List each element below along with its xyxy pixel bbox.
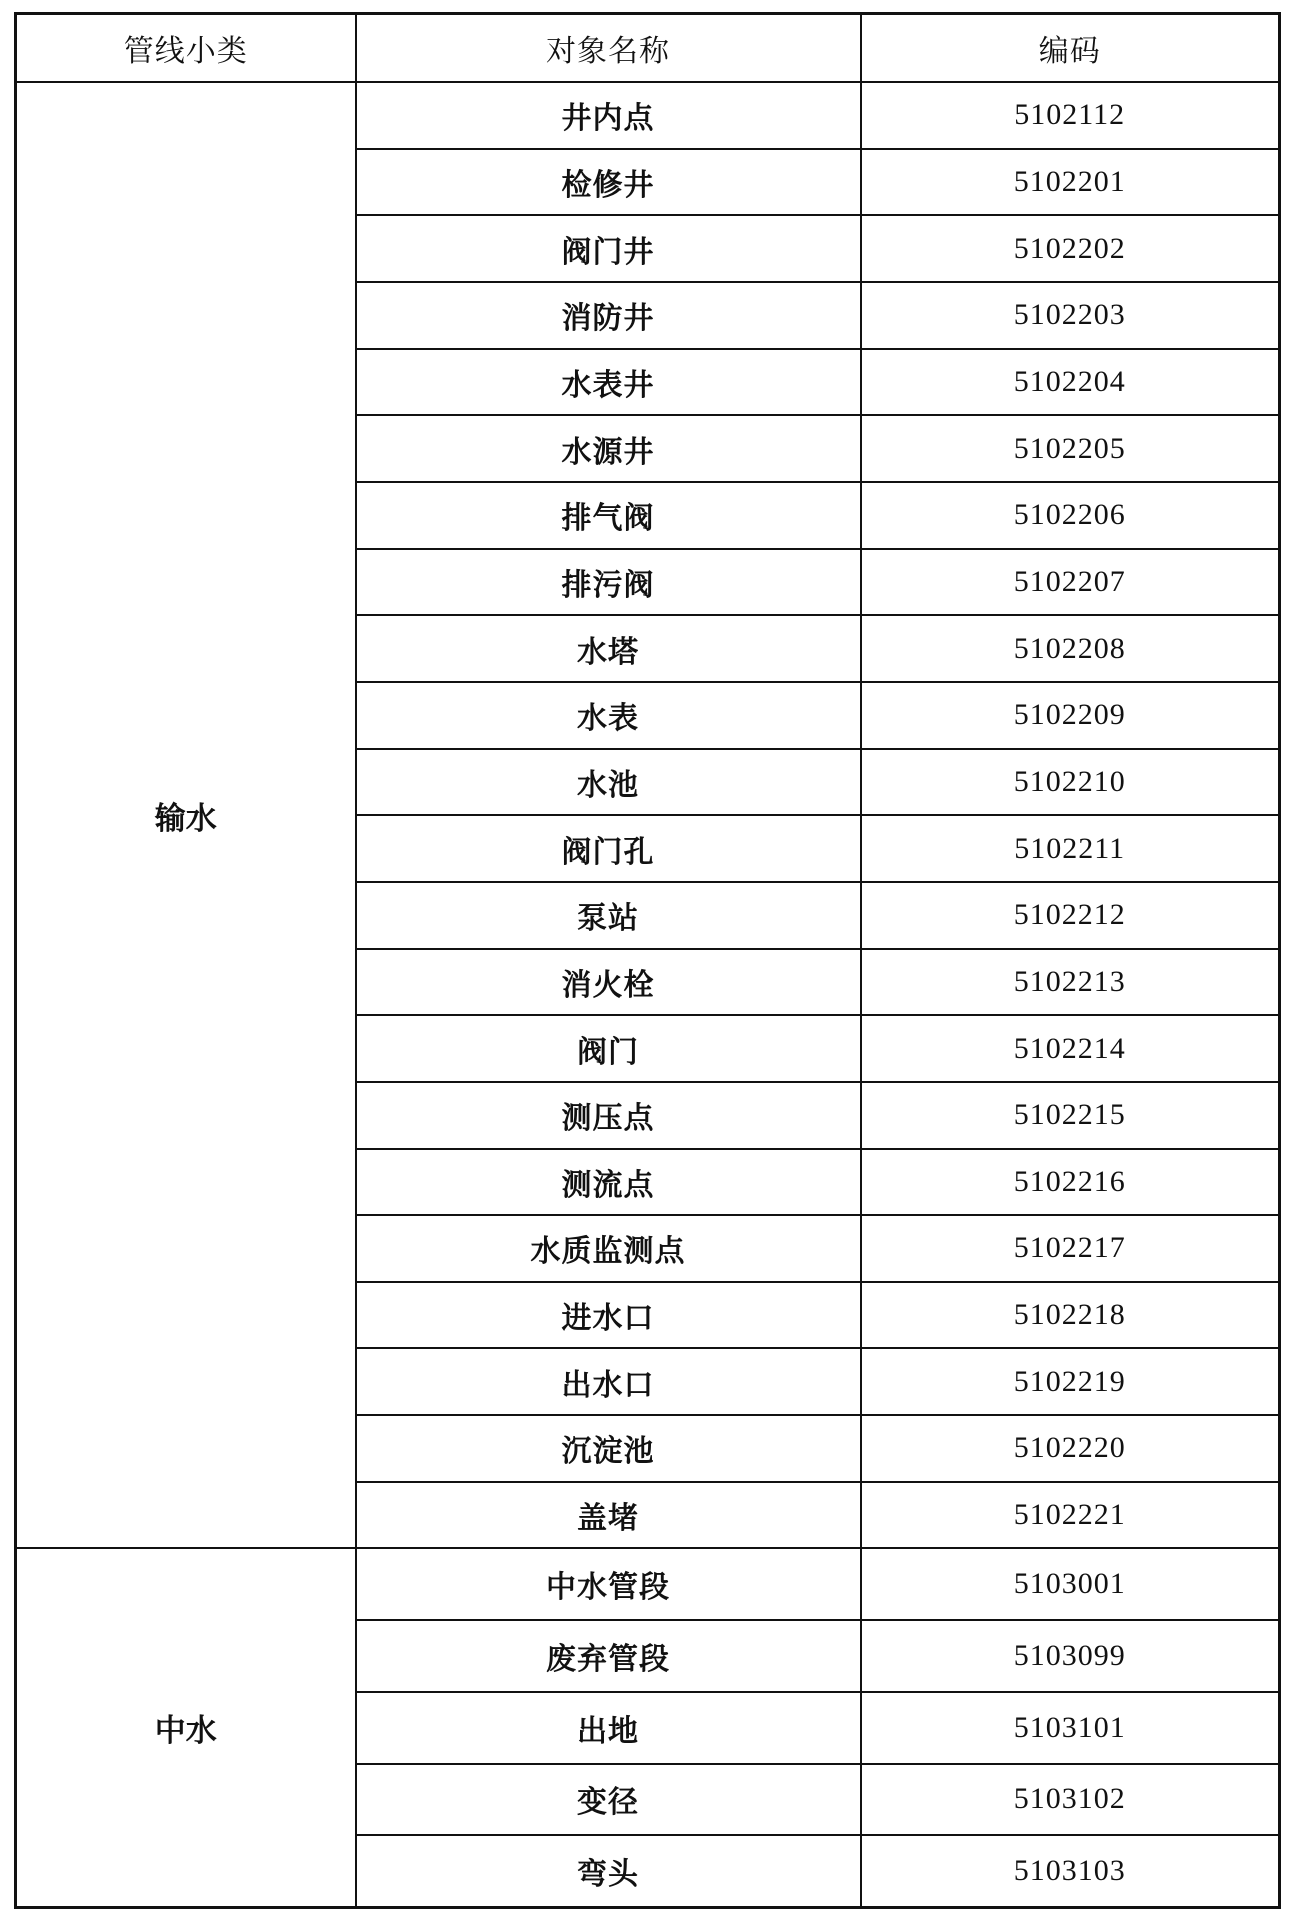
header-object-name: 对象名称 — [356, 14, 861, 83]
object-name-cell: 盖堵 — [356, 1482, 861, 1549]
object-name-cell: 变径 — [356, 1764, 861, 1836]
object-name-cell: 消防井 — [356, 282, 861, 349]
code-cell: 5102214 — [861, 1015, 1280, 1082]
object-name-cell: 泵站 — [356, 882, 861, 949]
code-cell: 5102207 — [861, 549, 1280, 616]
object-name-cell: 消火栓 — [356, 949, 861, 1016]
code-cell: 5102205 — [861, 415, 1280, 482]
object-name-cell: 排污阀 — [356, 549, 861, 616]
code-cell: 5102202 — [861, 215, 1280, 282]
object-name-cell: 检修井 — [356, 149, 861, 216]
object-name-cell: 水源井 — [356, 415, 861, 482]
object-name-cell: 水表 — [356, 682, 861, 749]
code-cell: 5102112 — [861, 82, 1280, 149]
pipeline-code-table — [14, 12, 1281, 1909]
code-cell: 5102216 — [861, 1149, 1280, 1216]
table-body — [16, 82, 1280, 1908]
category-cell: 中水 — [16, 1548, 356, 1907]
code-cell: 5102213 — [861, 949, 1280, 1016]
object-name-cell: 进水口 — [356, 1282, 861, 1349]
object-name-cell: 阀门井 — [356, 215, 861, 282]
code-cell: 5102206 — [861, 482, 1280, 549]
code-cell: 5102220 — [861, 1415, 1280, 1482]
code-cell: 5103102 — [861, 1764, 1280, 1836]
object-name-cell: 沉淀池 — [356, 1415, 861, 1482]
code-cell: 5102221 — [861, 1482, 1280, 1549]
code-cell: 5102208 — [861, 615, 1280, 682]
table-row — [16, 82, 1280, 149]
object-name-cell: 水表井 — [356, 349, 861, 416]
code-cell: 5102211 — [861, 815, 1280, 882]
header-row — [16, 14, 1280, 83]
object-name-cell: 排气阀 — [356, 482, 861, 549]
code-cell: 5102209 — [861, 682, 1280, 749]
object-name-cell: 水质监测点 — [356, 1215, 861, 1282]
object-name-cell: 阀门孔 — [356, 815, 861, 882]
object-name-cell: 中水管段 — [356, 1548, 861, 1620]
code-cell: 5102212 — [861, 882, 1280, 949]
object-name-cell: 井内点 — [356, 82, 861, 149]
object-name-cell: 测压点 — [356, 1082, 861, 1149]
object-name-cell: 水塔 — [356, 615, 861, 682]
code-cell: 5103103 — [861, 1835, 1280, 1907]
category-cell: 输水 — [16, 82, 356, 1548]
object-name-cell: 弯头 — [356, 1835, 861, 1907]
object-name-cell: 测流点 — [356, 1149, 861, 1216]
header-pipeline-subclass: 管线小类 — [16, 14, 356, 83]
object-name-cell: 出水口 — [356, 1348, 861, 1415]
code-cell: 5102210 — [861, 749, 1280, 816]
code-cell: 5102204 — [861, 349, 1280, 416]
code-cell: 5102217 — [861, 1215, 1280, 1282]
code-cell: 5102215 — [861, 1082, 1280, 1149]
code-cell: 5102201 — [861, 149, 1280, 216]
object-name-cell: 出地 — [356, 1692, 861, 1764]
header-code: 编码 — [861, 14, 1280, 83]
object-name-cell: 废弃管段 — [356, 1620, 861, 1692]
code-cell: 5103001 — [861, 1548, 1280, 1620]
code-cell: 5103101 — [861, 1692, 1280, 1764]
code-cell: 5102203 — [861, 282, 1280, 349]
code-cell: 5103099 — [861, 1620, 1280, 1692]
code-cell: 5102219 — [861, 1348, 1280, 1415]
object-name-cell: 阀门 — [356, 1015, 861, 1082]
code-cell: 5102218 — [861, 1282, 1280, 1349]
object-name-cell: 水池 — [356, 749, 861, 816]
table-row — [16, 1548, 1280, 1620]
